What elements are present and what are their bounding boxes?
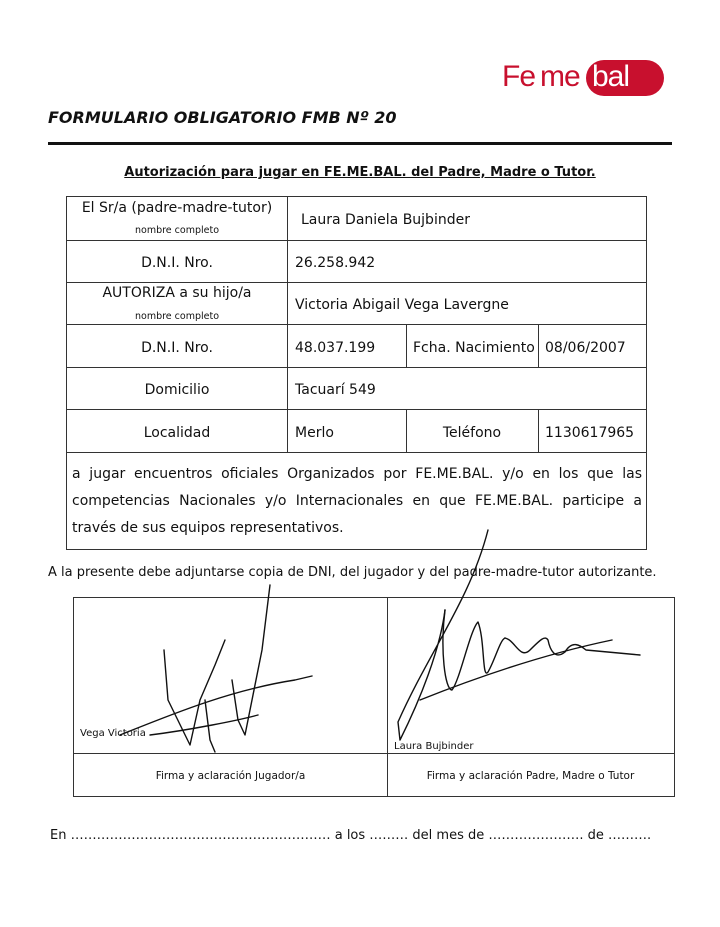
logo-text-me: me: [540, 60, 580, 93]
row-divider: [67, 282, 646, 283]
child-dni-value: 48.037.199: [295, 340, 376, 356]
col-divider: [287, 197, 288, 452]
city-label: Localidad: [143, 425, 211, 441]
parent-dni-label: D.N.I. Nro.: [141, 255, 213, 271]
col-divider: [406, 324, 407, 367]
phone-value: 1130617965: [545, 425, 635, 441]
address-value: Tacuarí 549: [295, 382, 376, 398]
header-rule: [48, 142, 672, 145]
footer-place-date: En …………………………………………………… a los ……… del mes de …………………. de ……….: [50, 828, 652, 843]
row-divider: [67, 409, 646, 410]
logo-text-bal: bal: [592, 60, 630, 93]
row-divider: [67, 367, 646, 368]
parent-name-value: Laura Daniela Bujbinder: [301, 212, 470, 228]
parent-dni-value: 26.258.942: [295, 255, 376, 271]
birth-label: Fcha. Nacimiento: [413, 340, 535, 356]
child-name-value: Victoria Abigail Vega Lavergne: [295, 297, 509, 313]
row-divider: [67, 240, 646, 241]
parent-signature-caption: Firma y aclaración Padre, Madre o Tutor: [426, 770, 635, 782]
player-signature-name: Vega Victoria: [80, 728, 146, 739]
col-divider: [538, 324, 539, 367]
sig-row-divider: [74, 753, 674, 754]
col-divider: [538, 409, 539, 452]
city-value: Merlo: [295, 425, 334, 441]
birth-date-value: 08/06/2007: [545, 340, 626, 356]
player-signature-caption: Firma y aclaración Jugador/a: [155, 770, 306, 782]
femebal-logo: [500, 56, 668, 106]
logo-text-fe: Fe: [502, 60, 536, 93]
parent-label: El Sr/a (padre-madre-tutor): [81, 200, 273, 216]
form-title: FORMULARIO OBLIGATORIO FMB Nº 20: [48, 108, 397, 127]
authorization-table: [66, 196, 647, 550]
child-sublabel: nombre completo: [134, 311, 220, 322]
child-dni-label: D.N.I. Nro.: [141, 340, 213, 356]
authorization-paragraph: a jugar encuentros oficiales Organizados por FE.ME.BAL. y/o en los que las competencias Nacionales y/o Internacionales en que FE.ME.BAL. participe a través de sus equipos representativos.: [72, 466, 642, 536]
address-label: Domicilio: [144, 382, 210, 398]
signature-table: [73, 597, 675, 797]
form-subtitle: Autorización para jugar en FE.ME.BAL. del Padre, Madre o Tutor.: [124, 165, 596, 180]
parent-sublabel: nombre completo: [134, 225, 220, 236]
row-divider: [67, 324, 646, 325]
phone-label: Teléfono: [442, 425, 502, 441]
row-divider: [67, 452, 646, 453]
parent-signature-name: Laura Bujbinder: [394, 741, 474, 752]
sig-col-divider: [387, 598, 388, 796]
authorizes-label: AUTORIZA a su hijo/a: [102, 285, 252, 301]
attachment-note: A la presente debe adjuntarse copia de DNI, del jugador y del padre-madre-tutor autorizante.: [48, 565, 657, 580]
